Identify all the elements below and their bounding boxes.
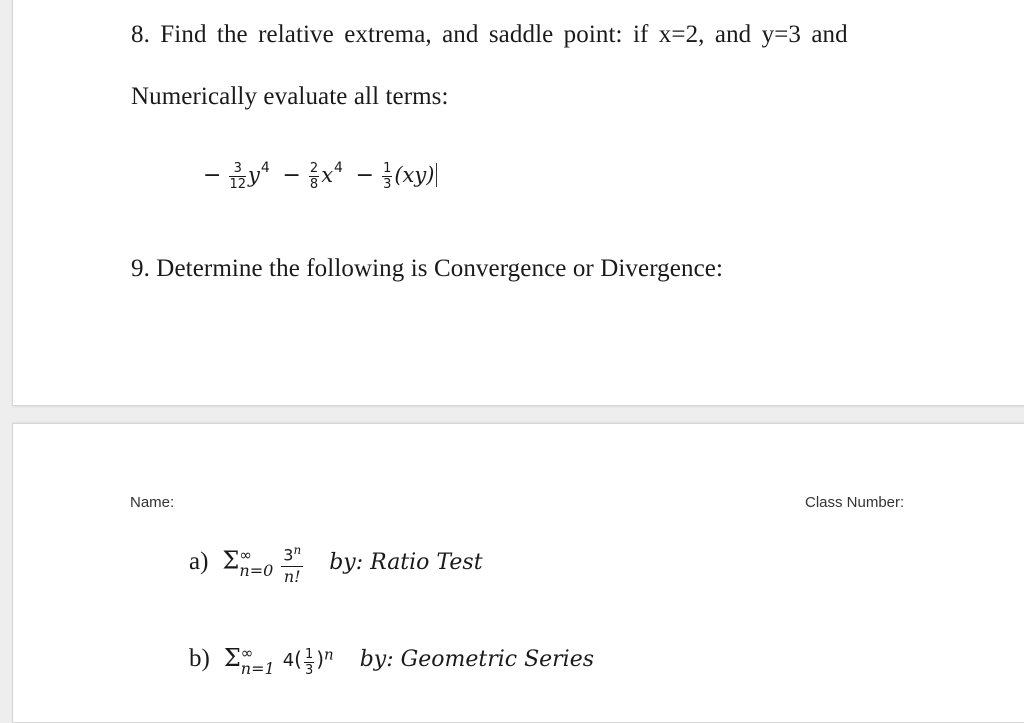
method-text: by: Ratio Test bbox=[329, 549, 483, 575]
fraction-2-8 bbox=[309, 162, 319, 191]
fraction-numerator: 1 bbox=[383, 161, 392, 176]
class-number-label: Class Number: bbox=[805, 494, 905, 511]
right-paren: ) bbox=[316, 647, 325, 671]
document-page-1 bbox=[12, 0, 1024, 406]
text-cursor bbox=[436, 163, 437, 187]
lower-limit: n=1 bbox=[240, 658, 275, 678]
fraction-numerator: 1 bbox=[304, 646, 314, 662]
fraction-1-3 bbox=[382, 162, 392, 191]
fraction-3-12 bbox=[229, 162, 246, 191]
function-expression bbox=[197, 160, 437, 191]
fraction-denominator: 3 bbox=[304, 662, 314, 678]
minus-sign: − bbox=[282, 163, 301, 188]
exponent: 4 bbox=[334, 160, 343, 176]
fraction-numerator: 2 bbox=[309, 161, 319, 176]
minus-sign: − bbox=[355, 163, 375, 188]
fraction-numerator bbox=[281, 544, 303, 567]
exponent: n bbox=[324, 645, 334, 664]
question-9-text: 9. Determine the following is Convergence or Divergence: bbox=[131, 255, 724, 282]
fraction-numerator: 3 bbox=[229, 162, 246, 177]
fraction-denominator: 3 bbox=[383, 177, 392, 192]
coefficient: 4 bbox=[282, 650, 295, 671]
fraction-denominator: n! bbox=[283, 567, 301, 587]
summation-symbol: Σ bbox=[222, 546, 240, 575]
summation-limits bbox=[240, 643, 275, 678]
summation-symbol: Σ bbox=[223, 644, 241, 672]
question-8-text: 8. Find the relative extrema, and saddle point: if x=2, and y=3 and bbox=[131, 21, 848, 48]
variable-y: y bbox=[247, 163, 260, 187]
name-label: Name: bbox=[130, 494, 175, 511]
product-term: (xy) bbox=[394, 163, 435, 187]
upper-limit: ∞ bbox=[239, 546, 252, 565]
left-paren: ( bbox=[294, 647, 302, 671]
variable-x: x bbox=[321, 163, 334, 187]
lower-limit: n=0 bbox=[239, 561, 274, 581]
fraction-denominator: 8 bbox=[309, 177, 319, 192]
question-8-instruction: Numerically evaluate all terms: bbox=[131, 83, 449, 110]
series-item-a bbox=[189, 544, 483, 586]
minus-sign: − bbox=[203, 163, 222, 188]
series-term-fraction bbox=[281, 544, 303, 586]
item-label: a) bbox=[189, 547, 209, 575]
method-text: by: Geometric Series bbox=[359, 647, 595, 672]
base: 3 bbox=[283, 545, 294, 565]
exponent: 4 bbox=[260, 160, 270, 176]
document-page-2 bbox=[12, 423, 1024, 723]
fraction-denominator: 12 bbox=[229, 177, 246, 192]
summation-limits bbox=[239, 548, 273, 579]
fraction-1-3 bbox=[304, 648, 314, 677]
exponent: n bbox=[293, 543, 302, 557]
item-label: b) bbox=[189, 645, 210, 672]
series-item-b bbox=[189, 644, 594, 678]
upper-limit: ∞ bbox=[240, 643, 254, 662]
